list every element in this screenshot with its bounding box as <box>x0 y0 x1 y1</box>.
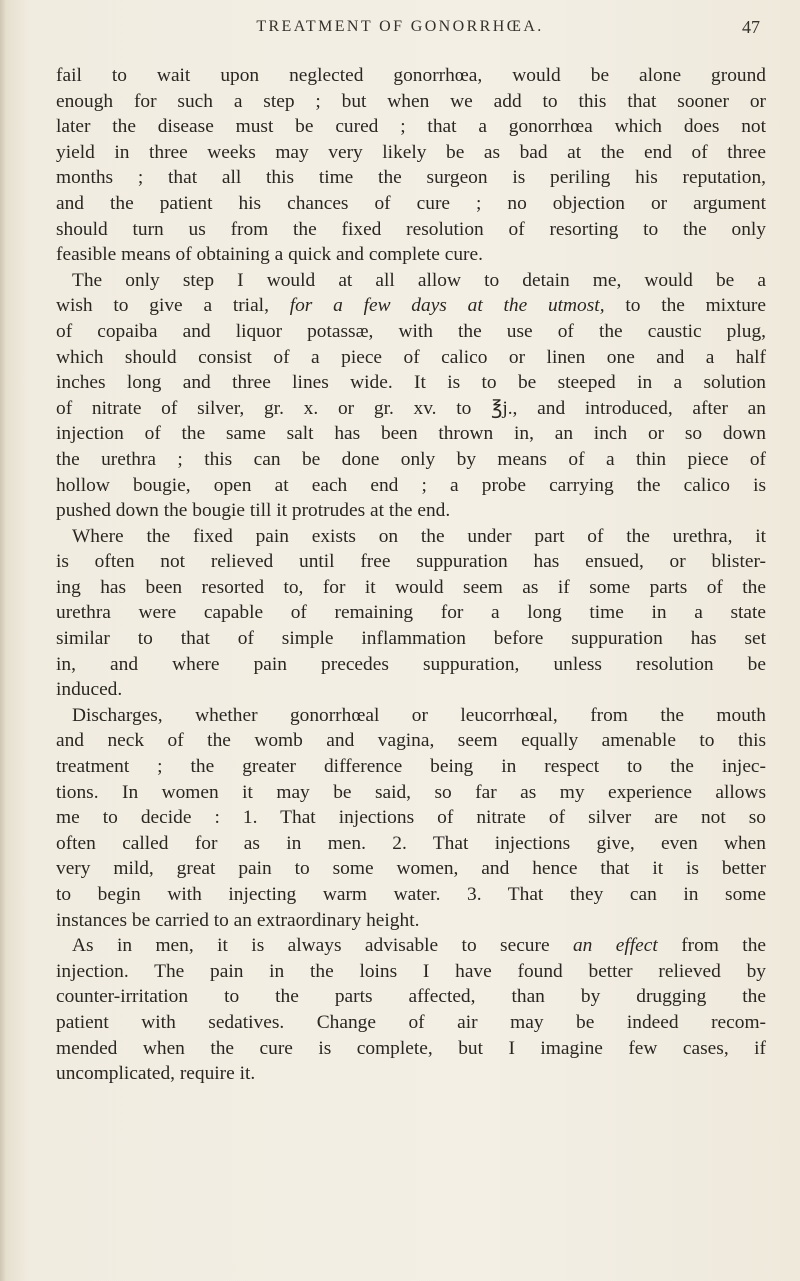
text-segment: from the <box>657 935 766 957</box>
text-line: later the disease must be cured ; that a gonorrhœa which does not <box>56 116 766 138</box>
text-line: uncomplicated, require it. <box>56 1063 256 1085</box>
text-line: and neck of the womb and vagina, seem equally amenable to this <box>56 730 766 752</box>
text-line: fail to wait upon neglected gonorrhœa, would be alone ground <box>56 65 766 86</box>
text-line: should turn us from the fixed resolution of resorting to the only <box>56 218 766 240</box>
text-line: in, and where pain precedes suppuration, unless resolution be <box>56 653 766 675</box>
text-line <box>56 293 766 319</box>
text-line: The only step I would at all allow to detain me, would be a <box>72 269 766 291</box>
text-line: yield in three weeks may very likely be as bad at the end of three <box>56 141 766 163</box>
page-edge <box>0 0 6 1281</box>
text-line: similar to that of simple inflammation before suppuration has set <box>56 628 766 650</box>
text-line: injection. The pain in the loins I have found better relieved by <box>56 960 766 982</box>
text-line: enough for such a step ; but when we add to this that sooner or <box>56 90 766 112</box>
text-segment: wish to give a trial, <box>56 295 290 317</box>
text-line: to begin with injecting warm water. 3. That they can in some <box>56 884 766 905</box>
text-line: treatment ; the greater difference being in respect to the injec- <box>56 756 766 778</box>
text-line: instances be carried to an extraordinary height. <box>56 909 420 931</box>
text-line: pushed down the bougie till it protrudes at the end. <box>56 500 451 522</box>
text-line: often called for as in men. 2. That injections give, even when <box>56 832 766 854</box>
text-line: and the patient his chances of cure ; no objection or argument <box>56 192 766 214</box>
text-line: the urethra ; this can be done only by means of a thin piece of <box>56 448 766 470</box>
text-line: injection of the same salt has been thrown in, an inch or so down <box>56 423 766 445</box>
text-line: mended when the cure is complete, but I imagine few cases, if <box>56 1037 766 1059</box>
text-line: patient with sedatives. Change of air may be indeed recom- <box>56 1011 766 1033</box>
text-segment: As in men, it is always advisable to secure <box>72 935 573 957</box>
text-line: months ; that all this time the surgeon is periling his reputation, <box>56 167 766 189</box>
text-line: inches long and three lines wide. It is to be steeped in a solution <box>56 372 766 394</box>
italic-phrase: for a few days at the utmost, <box>289 295 605 317</box>
text-line: of copaiba and liquor potassæ, with the use of the caustic plug, <box>56 320 766 342</box>
text-line: induced. <box>56 679 123 701</box>
page-number: 47 <box>742 17 760 37</box>
text-line: counter-irritation to the parts affected, than by drugging the <box>56 986 766 1008</box>
text-line: Where the fixed pain exists on the under part of the urethra, it <box>72 525 766 547</box>
text-line: me to decide : 1. That injections of nitrate of silver are not so <box>56 807 766 829</box>
text-line: feasible means of obtaining a quick and complete cure. <box>56 244 483 266</box>
text-line: hollow bougie, open at each end ; a probe carrying the calico is <box>56 474 766 496</box>
text-line: ing has been resorted to, for it would seem as if some parts of the <box>56 576 766 598</box>
italic-phrase: an effect <box>572 935 658 957</box>
text-line: Discharges, whether gonorrhœal or leucorrhœal, from the mouth <box>72 704 766 726</box>
text-segment: to the mixture <box>604 295 766 317</box>
text-line: is often not relieved until free suppuration has ensued, or blister- <box>56 551 766 573</box>
text-line: tions. In women it may be said, so far as my experience allows <box>56 781 766 803</box>
running-head: TREATMENT OF GONORRHŒA. <box>256 18 544 35</box>
page-header <box>0 12 800 42</box>
text-line <box>56 933 766 959</box>
text-line: of nitrate of silver, gr. x. or gr. xv. to ℥j., and introduced, after an <box>56 397 766 419</box>
body-text <box>56 63 766 1087</box>
text-line: urethra were capable of remaining for a long time in a state <box>56 602 766 624</box>
text-line: which should consist of a piece of calico or linen one and a half <box>56 346 766 368</box>
text-line: very mild, great pain to some women, and hence that it is better <box>56 858 766 880</box>
